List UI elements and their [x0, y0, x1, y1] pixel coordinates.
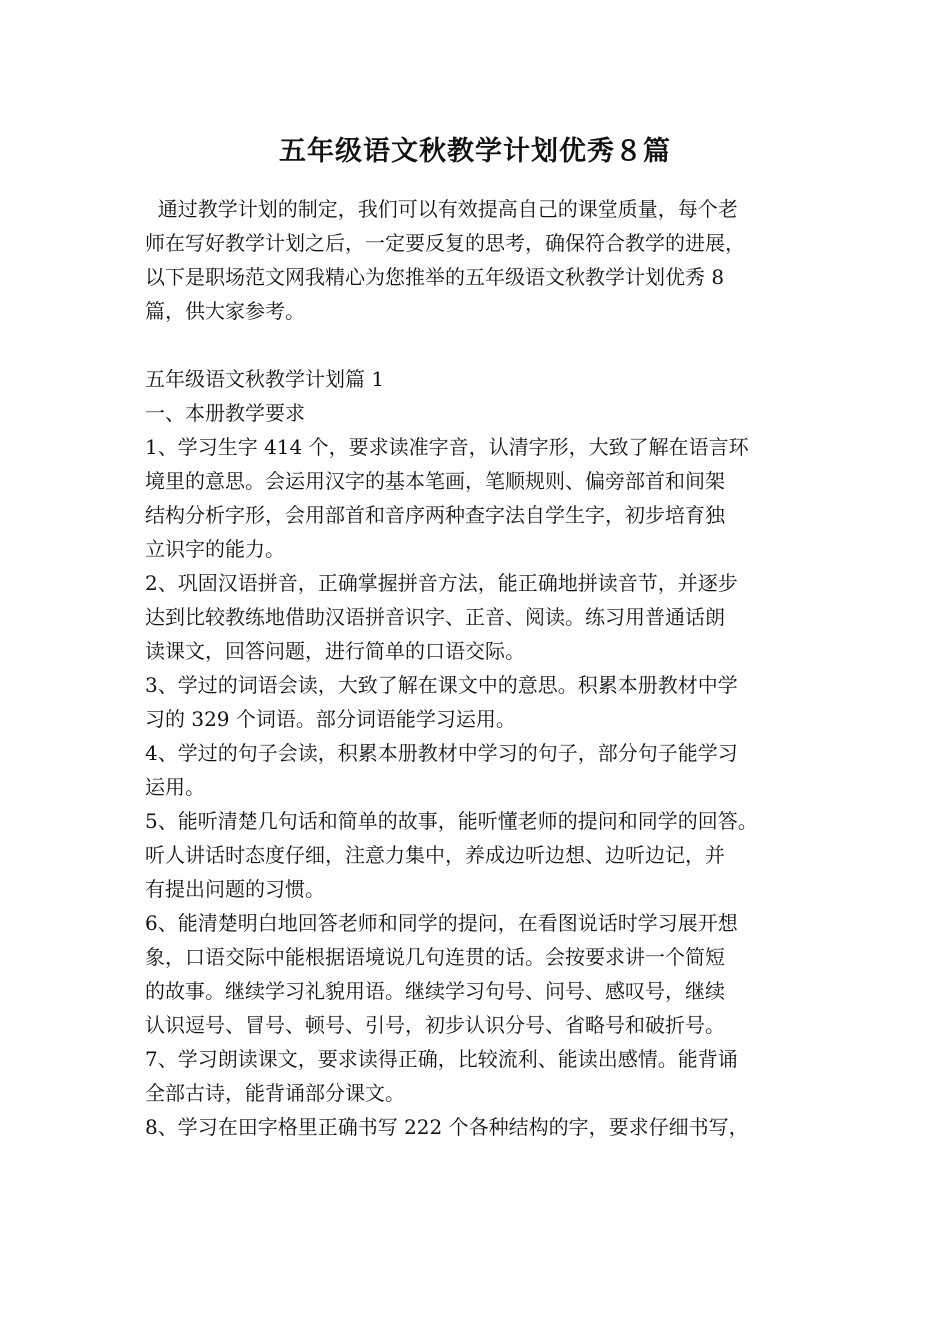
- intro-line: 篇，供大家参考。: [145, 299, 305, 323]
- content-line: 习的 329 个词语。部分词语能学习运用。: [145, 707, 516, 731]
- document-title: 五年级语文秋教学计划优秀８篇: [279, 136, 671, 167]
- content-line: 认识逗号、冒号、顿号、引号，初步认识分号、省略号和破折号。: [145, 1013, 725, 1037]
- content-line: 6、能清楚明白地回答老师和同学的提问，在看图说话时学习展开想: [145, 911, 738, 935]
- document-body: [145, 192, 825, 1144]
- content-line: 达到比较教练地借助汉语拼音识字、正音、阅读。练习用普通话朗: [145, 605, 725, 629]
- content-line: 运用。: [145, 775, 205, 799]
- section-heading: 五年级语文秋教学计划篇 1: [145, 367, 385, 391]
- content-line: 有提出问题的习惯。: [145, 877, 325, 901]
- content-line: 象，口语交际中能根据语境说几句连贯的话。会按要求讲一个简短: [145, 945, 725, 969]
- content-line: 7、学习朗读课文，要求读得正确，比较流利、能读出感情。能背诵: [145, 1047, 738, 1071]
- content-line: 全部古诗，能背诵部分课文。: [145, 1081, 405, 1105]
- intro-line: 师在写好教学计划之后，一定要反复的思考，确保符合教学的进展，: [145, 231, 745, 255]
- content-line: 2、巩固汉语拼音，正确掌握拼音方法，能正确地拼读音节，并逐步: [145, 571, 738, 595]
- content-line: 4、学过的句子会读，积累本册教材中学习的句子，部分句子能学习: [145, 741, 738, 765]
- content-line: 听人讲话时态度仔细，注意力集中，养成边听边想、边听边记，并: [145, 843, 725, 867]
- content-line: 结构分析字形，会用部首和音序两种查字法自学生字，初步培育独: [145, 503, 725, 527]
- intro-line: 以下是职场范文网我精心为您推举的五年级语文秋教学计划优秀 8: [145, 265, 725, 289]
- content-line: 境里的意思。会运用汉字的基本笔画，笔顺规则、偏旁部首和间架: [145, 469, 725, 493]
- content-line: 1、学习生字 414 个，要求读准字音，认清字形，大致了解在语言环: [145, 435, 749, 459]
- subheading: 一、本册教学要求: [145, 401, 305, 425]
- content-line: 8、学习在田字格里正确书写 222 个各种结构的字，要求仔细书写，: [145, 1115, 749, 1139]
- content-line: 读课文，回答问题，进行简单的口语交际。: [145, 639, 525, 663]
- intro-line: 通过教学计划的制定，我们可以有效提高自己的课堂质量，每个老: [145, 197, 738, 221]
- paragraph-gap: [145, 328, 825, 362]
- content-line: 的故事。继续学习礼貌用语。继续学习句号、问号、感叹号，继续: [145, 979, 725, 1003]
- content-line: 5、能听清楚几句话和简单的故事，能听懂老师的提问和同学的回答。: [145, 809, 758, 833]
- content-line: 立识字的能力。: [145, 537, 285, 561]
- content-line: 3、学过的词语会读，大致了解在课文中的意思。积累本册教材中学: [145, 673, 738, 697]
